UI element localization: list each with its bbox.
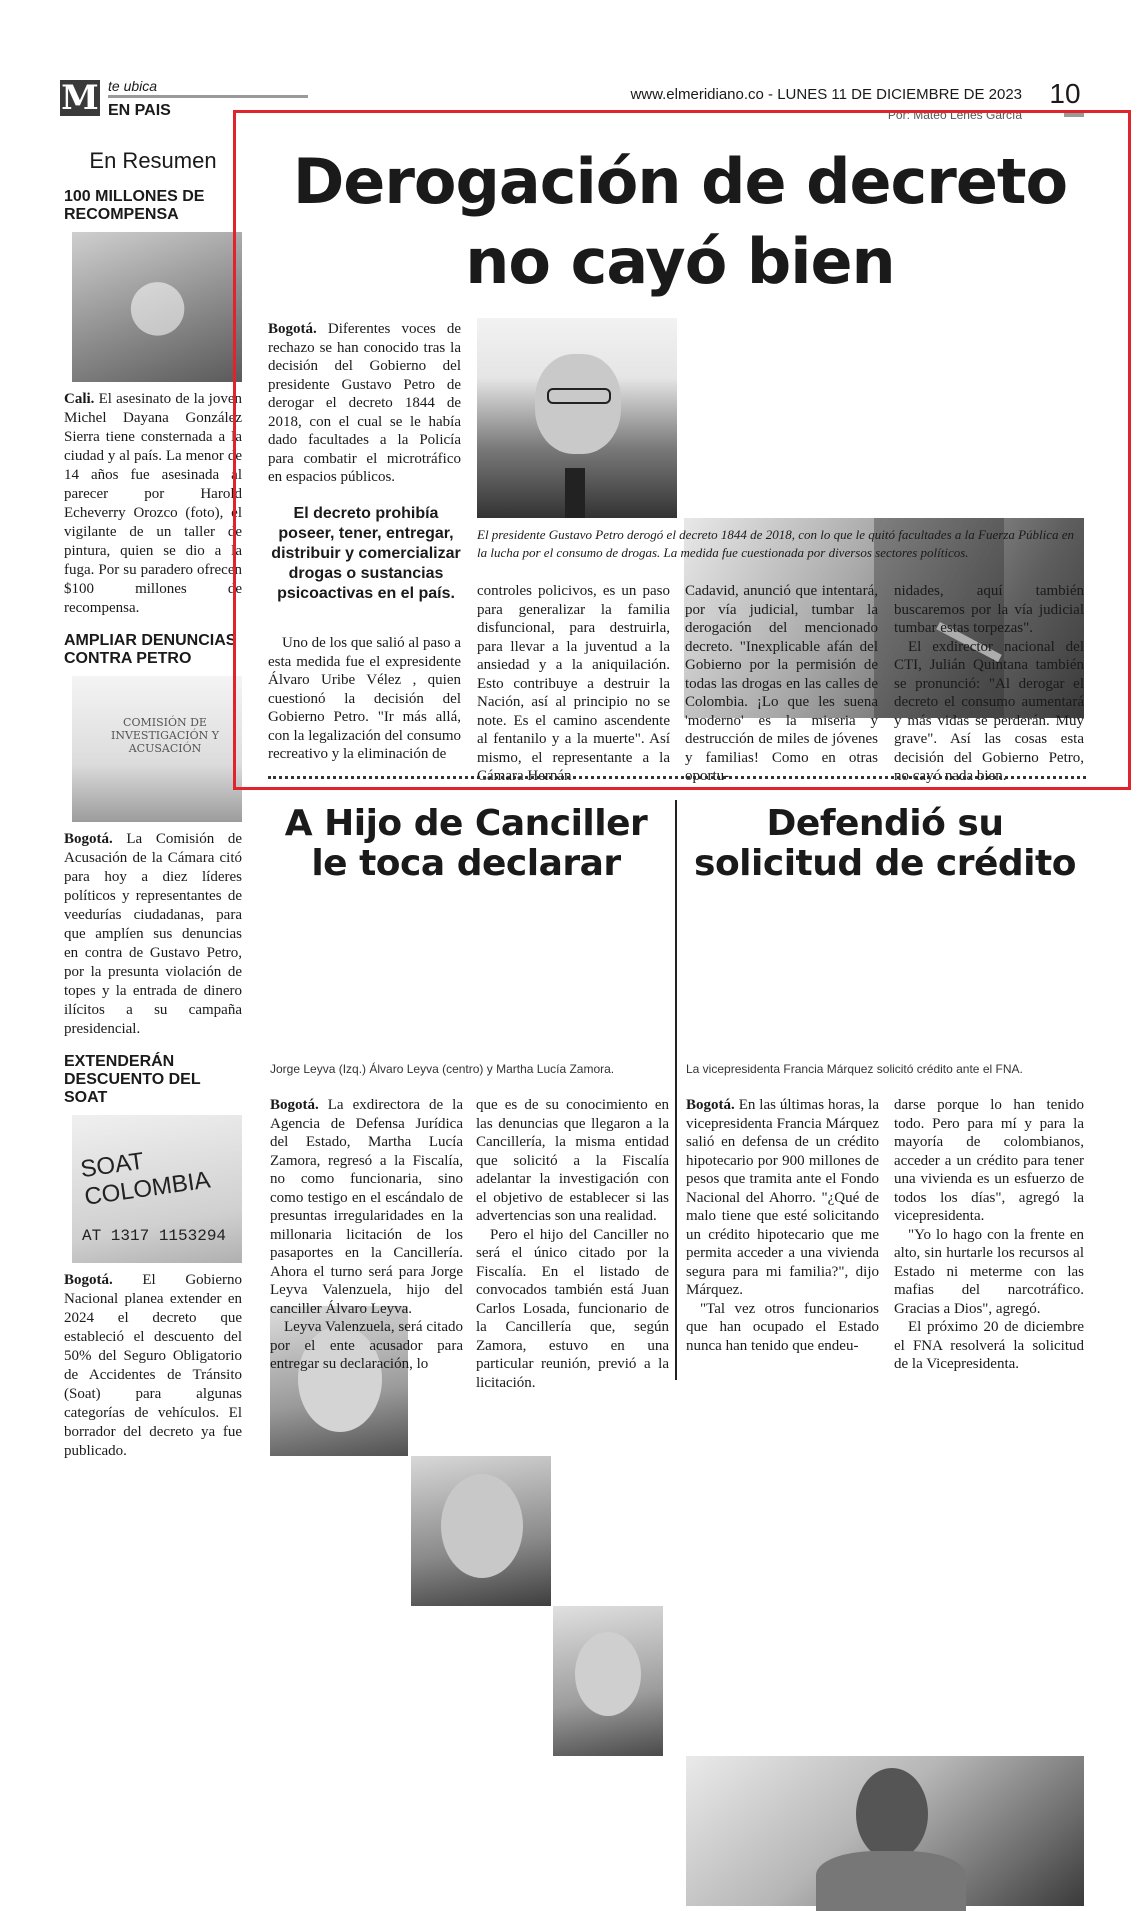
story-left-headline: A Hijo de Canciller le toca declarar	[284, 803, 648, 884]
article-column-1: Uno de los que salió al paso a esta medida fue el expresidente Álvaro Uribe Vélez , quien cuestionó la decisión del Gobierno Petro. "Ir más allá, con la legalización del consumo recreativo y la eliminación de	[268, 635, 461, 762]
logo-letter: M	[61, 78, 99, 118]
sidebar-en-resumen	[64, 140, 242, 1461]
article-intro: Bogotá. Diferentes voces de rechazo se han conocido tras la decisión del Gobierno del presidente Gustavo Petro de derogar el decreto 1844 de 2018, con el cual se le había dado facultades a la Policía para combatir el microtráfico en espacios públicos.	[268, 321, 461, 485]
column-separator	[675, 800, 677, 1380]
document-photo-icon	[72, 1115, 242, 1263]
kicker-divider	[108, 95, 308, 98]
story-right-column-2-part-2: "Yo lo hago con la frente en alto, sin hurtarle los recursos al Estado ni meterme con las mafias del narcotráfico. Gracias a Dios", agregó.	[894, 1226, 1084, 1317]
story-right-headline: Defendió su solicitud de crédito	[694, 803, 1076, 884]
soat-card-number: AT 1317 1153294	[82, 1227, 227, 1245]
main-photo-caption: El presidente Gustavo Petro derogó el decreto 1844 de 2018, con lo que le quitó facultades a la Fuerza Pública en la lucha por el consumo de drogas. La medida fue cuestionada por diversos sectores políticos.	[477, 527, 1075, 560]
story-left-column-2	[476, 1096, 669, 1392]
article-column-4	[894, 582, 1084, 786]
sidebar-item-heading: 100 MILLONES DE RECOMPENSA	[64, 188, 205, 223]
story-left-column-2-part-1: que es de su conocimiento en las denuncias que llegaron a la Cancillería, la misma entidad que solicitó a la Fiscalía adelantar la investigación con el objetivo de establecer si las advertencias son una realidad.	[476, 1097, 669, 1224]
sidebar-item-body: Cali. El asesinato de la joven Michel Dayana González Sierra tiene consternada a la ciudad y al país. La menor de 14 años fue asesinada al parecer por Harold Echeverry Orozco (foto), el vigilante de un taller de pintura, quien se dio a la fuga. Por su paradero ofrecen $100 millones de recompensa.	[64, 391, 243, 616]
story-left-caption: Jorge Leyva (Izq.) Álvaro Leyva (centro) y Martha Lucía Zamora.	[270, 1062, 615, 1076]
story-left-column-1-part-1: Bogotá. La exdirectora de la Agencia de Defensa Jurídica del Estado, Martha Lucía Zamora, regresó a la Fiscalía, no como funcionaria, sino como testigo en el escándalo de presuntas irregularidades en la millonaria licitación de los pasaportes en la Cancillería. Ahora el turno será para Jorge Leyva Valenzuela, hijo del canciller Álvaro Leyva.	[270, 1097, 463, 1317]
article-column-4-part-1: nidades, aquí también buscaremos por la vía judicial tumbar estas torpezas".	[894, 583, 1084, 636]
sidebar-item-heading: EXTENDERÁN DESCUENTO DEL SOAT	[64, 1053, 201, 1106]
sidebar-title: En Resumen	[89, 148, 217, 173]
story-left-column-1-part-2: Leyva Valenzuela, será citado por el ente acusador para entregar su declaración, lo	[270, 1319, 463, 1372]
article-column-3: Cadavid, anunció que intentará, por vía judicial, tumbar la derogación del mencionado decreto. "Inexplicable afán del Gobierno por la permisión de todas las drogas en las calles de Colombia. ¡Lo que les suena 'moderno' es la miseria y destrucción de miles de jóvenes y familias! Como en otras oportu-	[685, 583, 878, 784]
building-photo-icon	[72, 676, 242, 822]
article-pullquote: El decreto prohibía poseer, tener, entregar, distribuir y comercializar drogas o sustancias psicoactivas en el país.	[271, 505, 461, 602]
dateline: www.elmeridiano.co - LUNES 11 DE DICIEMBRE DE 2023	[630, 86, 1022, 103]
building-sign-text: COMISIÓN DE INVESTIGACIÓN Y ACUSACIÓN	[110, 716, 220, 755]
story-right-column-1-part-1: Bogotá. En las últimas horas, la vicepresidenta Francia Márquez salió en defensa de un crédito hipotecario por 900 millones de pesos que tramita ante el Fondo Nacional del Ahorro. "¿Qué de malo tiene que esté solicitando un crédito hipotecario que me permita acceder a una vivienda segura para mi familia?", dijo Márquez.	[686, 1097, 879, 1298]
story-right-caption: La vicepresidenta Francia Márquez solicitó crédito ante el FNA.	[686, 1062, 1023, 1076]
story-right-column-1	[686, 1096, 879, 1355]
story-right-column-1-part-2: "Tal vez otros funcionarios que han ocupado el Estado nunca han tenido que endeu-	[686, 1300, 879, 1354]
story-left-column-2-part-2: Pero el hijo del Canciller no será el único citado por la Fiscalía. En el listado de convocados también está Juan Carlos Losada, funcionario de la Cancillería que, según Zamora, estuvo en una particular reunión, previó a la licitación.	[476, 1226, 669, 1391]
soat-card-text: SOAT COLOMBIA	[78, 1147, 213, 1211]
main-headline: Derogación de decreto no cayó bien	[292, 145, 1068, 298]
story-right-column-2-part-1: darse porque lo han tenido todo. Pero para mí y para la mayoría de colombianos, acceder a un crédito para tener una vivienda es un esfuerzo de todos los días", agregó la vicepresidenta.	[894, 1097, 1084, 1224]
martha-zamora-photo-icon	[553, 1606, 663, 1756]
story-left-column-1	[270, 1096, 463, 1374]
story-right-column-2-part-3: El próximo 20 de diciembre el FNA resolverá la solicitud de la Vicepresidenta.	[894, 1319, 1084, 1372]
sidebar-item	[64, 188, 242, 618]
article-bottom-rule	[268, 776, 1086, 780]
story-right-column-2	[894, 1096, 1084, 1374]
alvaro-leyva-photo-icon	[411, 1456, 551, 1606]
sidebar-item-body: Bogotá. La Comisión de Acusación de la Cámara citó para hoy a diez líderes políticos y representantes de veedurías ciudadanas, para que amplíen sus denuncias en contra de Gustavo Petro, por la presunta violación de topes y la entrada de dinero ilícitos a su campaña presidencial.	[64, 831, 242, 1037]
newspaper-logo	[60, 80, 100, 116]
petro-photo-icon	[477, 318, 677, 518]
sidebar-item-heading: AMPLIAR DENUNCIAS CONTRA PETRO	[64, 632, 237, 667]
sidebar-item	[64, 632, 242, 1039]
sidebar-item	[64, 1053, 242, 1461]
page-number: 10	[1049, 78, 1081, 109]
article-column-4-part-2: El exdirector nacional del CTI, Julián Quintana también se pronunció: "Al derogar el decreto el consumo aumentará y más vidas se perderán. Muy grave". Así las cosas esta decisión del Gobierno Petro, no cayó nada bien.	[894, 638, 1084, 784]
sidebar-item-body: Bogotá. El Gobierno Nacional planea extender en 2024 el decreto que estableció el descuento del 50% del Seguro Obligatorio de Accidentes de Tránsito (Soat) para algunas categorías de vehículos. El borrador del decreto ya fue publicado.	[64, 1272, 243, 1459]
section-name: EN PAIS	[108, 102, 171, 119]
section-kicker: te ubica	[108, 78, 158, 94]
francia-marquez-photo-icon	[686, 1756, 1084, 1906]
article-column-2: controles policivos, es un paso para generalizar la familia disfuncional, para destruirla, para llevar a la juventud a la ansiedad y a la aniquilación. Esto contribuye a destruir la Nación, así al principio no se note. Es el camino ascendente al fentanilo y a la muerte". Así mismo, el representante a la Cámara Hernán	[477, 583, 670, 784]
byline: Por: Mateo Lenes García	[887, 108, 1022, 122]
person-photo-icon: ●	[72, 232, 242, 382]
